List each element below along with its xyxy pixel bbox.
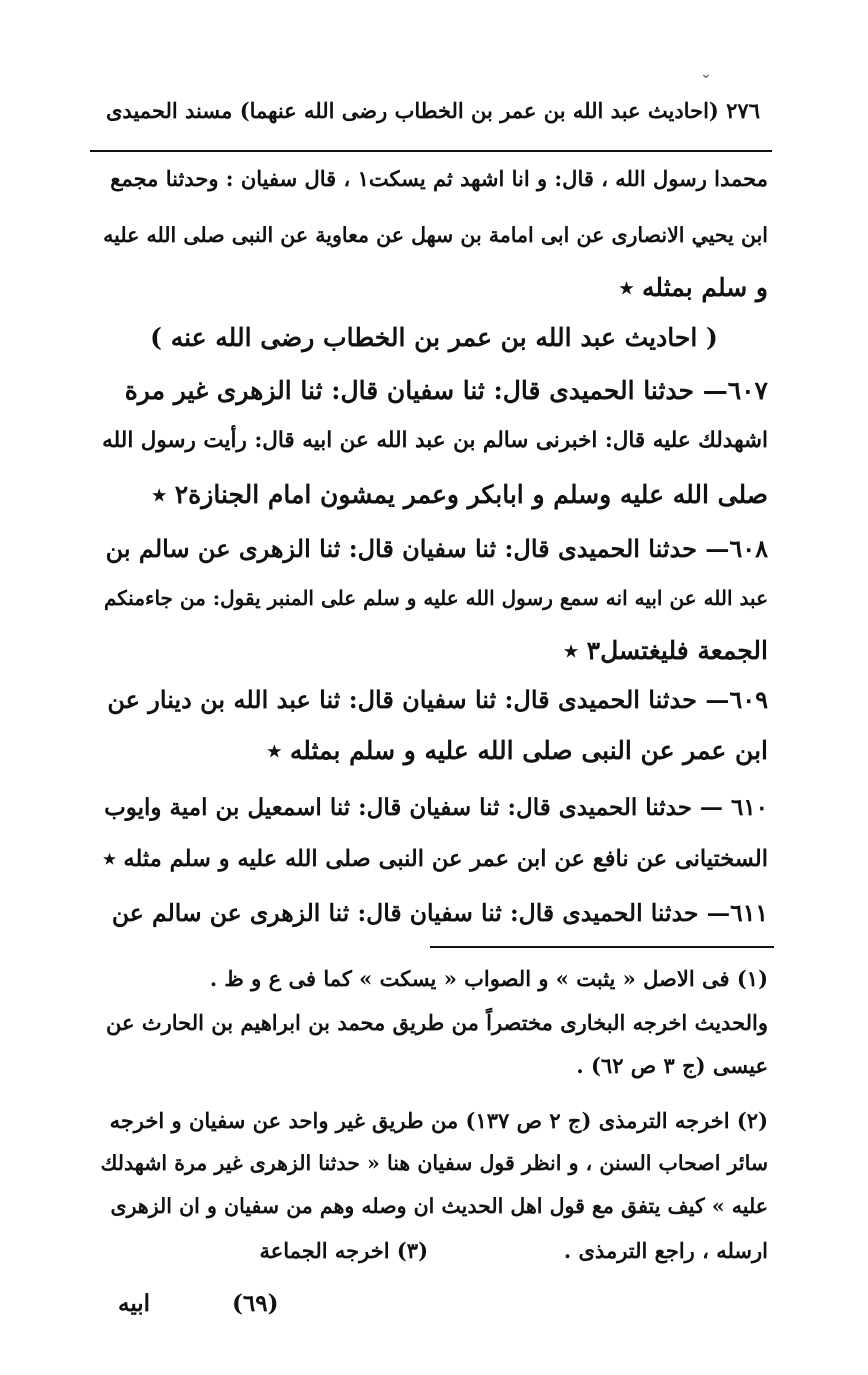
hadith-608-line: ٦٠٨— حدثنا الحميدى قال: ثنا سفيان قال: ثنا الزهرى عن سالم بن	[105, 534, 768, 563]
hadith-610-line: السختيانى عن نافع عن ابن عمر عن النبى صلى الله عليه و سلم مثله ٭	[103, 846, 768, 872]
running-head: ٢٧٦ (احاديث عبد الله بن عمر بن الخطاب رضى الله عنهما) مسند الحميدى	[106, 98, 760, 123]
hadith-608-line: عبد الله عن ابيه انه سمع رسول الله عليه و سلم على المنبر يقول: من جاءمنكم	[103, 586, 768, 610]
footnote-line: عيسى (ج ٣ ص ٦٢) .	[576, 1053, 768, 1078]
body-line: محمدا رسول الله ، قال: و انا اشهد ثم يسكت١ ، قال سفيان : وحدثنا مجمع	[110, 166, 768, 191]
footnote-3: (٣) اخرجه الجماعة	[259, 1238, 428, 1263]
hadith-608-line: الجمعة فليغتسل٣ ٭	[564, 636, 768, 665]
body-line: ابن يحيي الانصارى عن ابى امامة بن سهل عن معاوية عن النبى صلى الله عليه	[103, 223, 768, 247]
hadith-609-line: ٦٠٩— حدثنا الحميدى قال: ثنا سفيان قال: ثنا عبد الله بن دينار عن	[107, 685, 768, 714]
hadith-609-line: ابن عمر عن النبى صلى الله عليه و سلم بمثله ٭	[267, 736, 768, 765]
hadith-607-line: ٦٠٧— حدثنا الحميدى قال: ثنا سفيان قال: ثنا الزهرى غير مرة	[124, 376, 768, 405]
footnote-line: (٢) اخرجه الترمذى (ج ٢ ص ١٣٧) من طريق غير واحد عن سفيان و اخرجه	[109, 1108, 768, 1133]
hadith-610-line: ٦١٠ — حدثنا الحميدى قال: ثنا سفيان قال: ثنا اسمعيل بن امية وايوب	[104, 794, 768, 821]
catchword: ابيه	[118, 1290, 151, 1317]
footnote-line: ارسله ، راجع الترمذى .	[563, 1238, 768, 1263]
footnote-line: (١) فى الاصل « يثبت » و الصواب « يسكت » كما فى ع و ظ .	[209, 966, 768, 991]
page-number: (٦٩)	[232, 1290, 279, 1317]
hadith-607-line: اشهدلك عليه قال: اخبرنى سالم بن عبد الله عن ابيه قال: رأيت رسول الله	[102, 428, 768, 453]
footnote-rule	[430, 946, 774, 948]
hadith-611-line: ٦١١— حدثنا الحميدى قال: ثنا سفيان قال: ثنا الزهرى عن سالم عن	[111, 899, 768, 927]
footnote-line: عليه » كيف يتفق مع قول اهل الحديث ان وصله وهم من سفيان و ان الزهرى	[110, 1194, 768, 1218]
scan-mark: ⌄	[700, 66, 712, 82]
footnote-line: سائر اصحاب السنن ، و انظر قول سفيان هنا « حدثنا الزهرى غير مرة اشهدلك	[100, 1151, 768, 1175]
section-heading: ( احاديث عبد الله بن عمر بن الخطاب رضى الله عنه )	[150, 323, 718, 352]
header-rule	[90, 150, 772, 152]
body-line: و سلم بمثله ٭	[619, 273, 768, 302]
hadith-607-line: صلى الله عليه وسلم و ابابكر وعمر يمشون امام الجنازة٢ ٭	[152, 480, 768, 509]
footnote-line: والحديث اخرجه البخارى مختصراً من طريق محمد بن ابراهيم بن الحارث عن	[106, 1010, 768, 1035]
